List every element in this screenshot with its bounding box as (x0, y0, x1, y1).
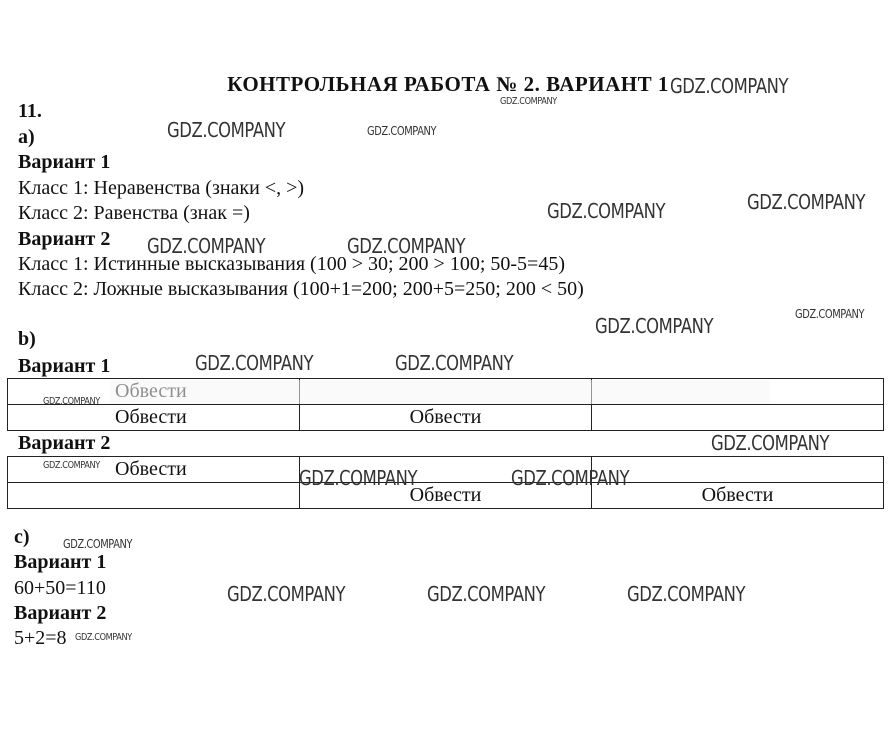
watermark: GDZ.COMPANY (627, 582, 746, 606)
part-a-variant2-heading: Вариант 2 (18, 228, 111, 250)
table-row (8, 405, 884, 431)
part-a-variant1-line: Класс 2: Равенства (знак =) (18, 202, 250, 224)
watermark: GDZ.COMPANY (500, 96, 557, 107)
watermark: GDZ.COMPANY (147, 234, 266, 258)
part-b-label: b) (18, 328, 36, 350)
table-cell: Обвести (300, 405, 592, 431)
watermark: GDZ.COMPANY (75, 632, 132, 643)
watermark: GDZ.COMPANY (167, 118, 286, 142)
page-title: КОНТРОЛЬНАЯ РАБОТА № 2. ВАРИАНТ 1 (227, 72, 669, 96)
part-c-variant2-expr: 5+2=8 (14, 627, 67, 649)
table-cell: Обвести (8, 457, 300, 483)
watermark: GDZ.COMPANY (299, 466, 418, 490)
watermark: GDZ.COMPANY (595, 314, 714, 338)
table-row (8, 483, 884, 509)
watermark: GDZ.COMPANY (227, 582, 346, 606)
watermark: GDZ.COMPANY (367, 124, 437, 138)
table-cell (592, 457, 884, 483)
table-cell: Обвести (8, 405, 300, 431)
watermark: GDZ.COMPANY (547, 199, 666, 223)
watermark: GDZ.COMPANY (63, 537, 133, 551)
part-a-label: а) (18, 126, 35, 148)
part-c-label: с) (14, 526, 30, 548)
part-a-variant2-line: Класс 1: Истинные высказывания (100 > 30; 200 > 100; 50-5=45) (18, 253, 565, 275)
watermark: GDZ.COMPANY (43, 396, 100, 407)
table-cell (8, 483, 300, 509)
table-cell: Обвести (592, 483, 884, 509)
watermark: GDZ.COMPANY (347, 234, 466, 258)
part-a-variant1-heading: Вариант 1 (18, 151, 111, 173)
table-cell (592, 405, 884, 431)
watermark: GDZ.COMPANY (670, 74, 789, 98)
watermark: GDZ.COMPANY (43, 460, 100, 471)
part-c-variant2-heading: Вариант 2 (14, 602, 107, 624)
part-a-variant2-line: Класс 2: Ложные высказывания (100+1=200; 200+5=250; 200 < 50) (18, 278, 584, 300)
watermark: GDZ.COMPANY (711, 431, 830, 455)
table-row (8, 457, 884, 483)
part-b-variant2-table (7, 456, 884, 509)
scan-smudge (110, 380, 770, 404)
part-b-variant2-heading: Вариант 2 (18, 432, 111, 454)
watermark: GDZ.COMPANY (395, 351, 514, 375)
table-cell: Обвести (300, 483, 592, 509)
part-b-variant1-heading: Вариант 1 (18, 355, 111, 377)
task-number: 11. (18, 100, 42, 122)
part-c-variant1-heading: Вариант 1 (14, 551, 107, 573)
watermark: GDZ.COMPANY (511, 466, 630, 490)
watermark: GDZ.COMPANY (747, 190, 866, 214)
part-c-variant1-expr: 60+50=110 (14, 577, 106, 599)
watermark: GDZ.COMPANY (795, 307, 865, 321)
watermark: GDZ.COMPANY (427, 582, 546, 606)
watermark: GDZ.COMPANY (195, 351, 314, 375)
part-a-variant1-line: Класс 1: Неравенства (знаки <, >) (18, 177, 305, 199)
